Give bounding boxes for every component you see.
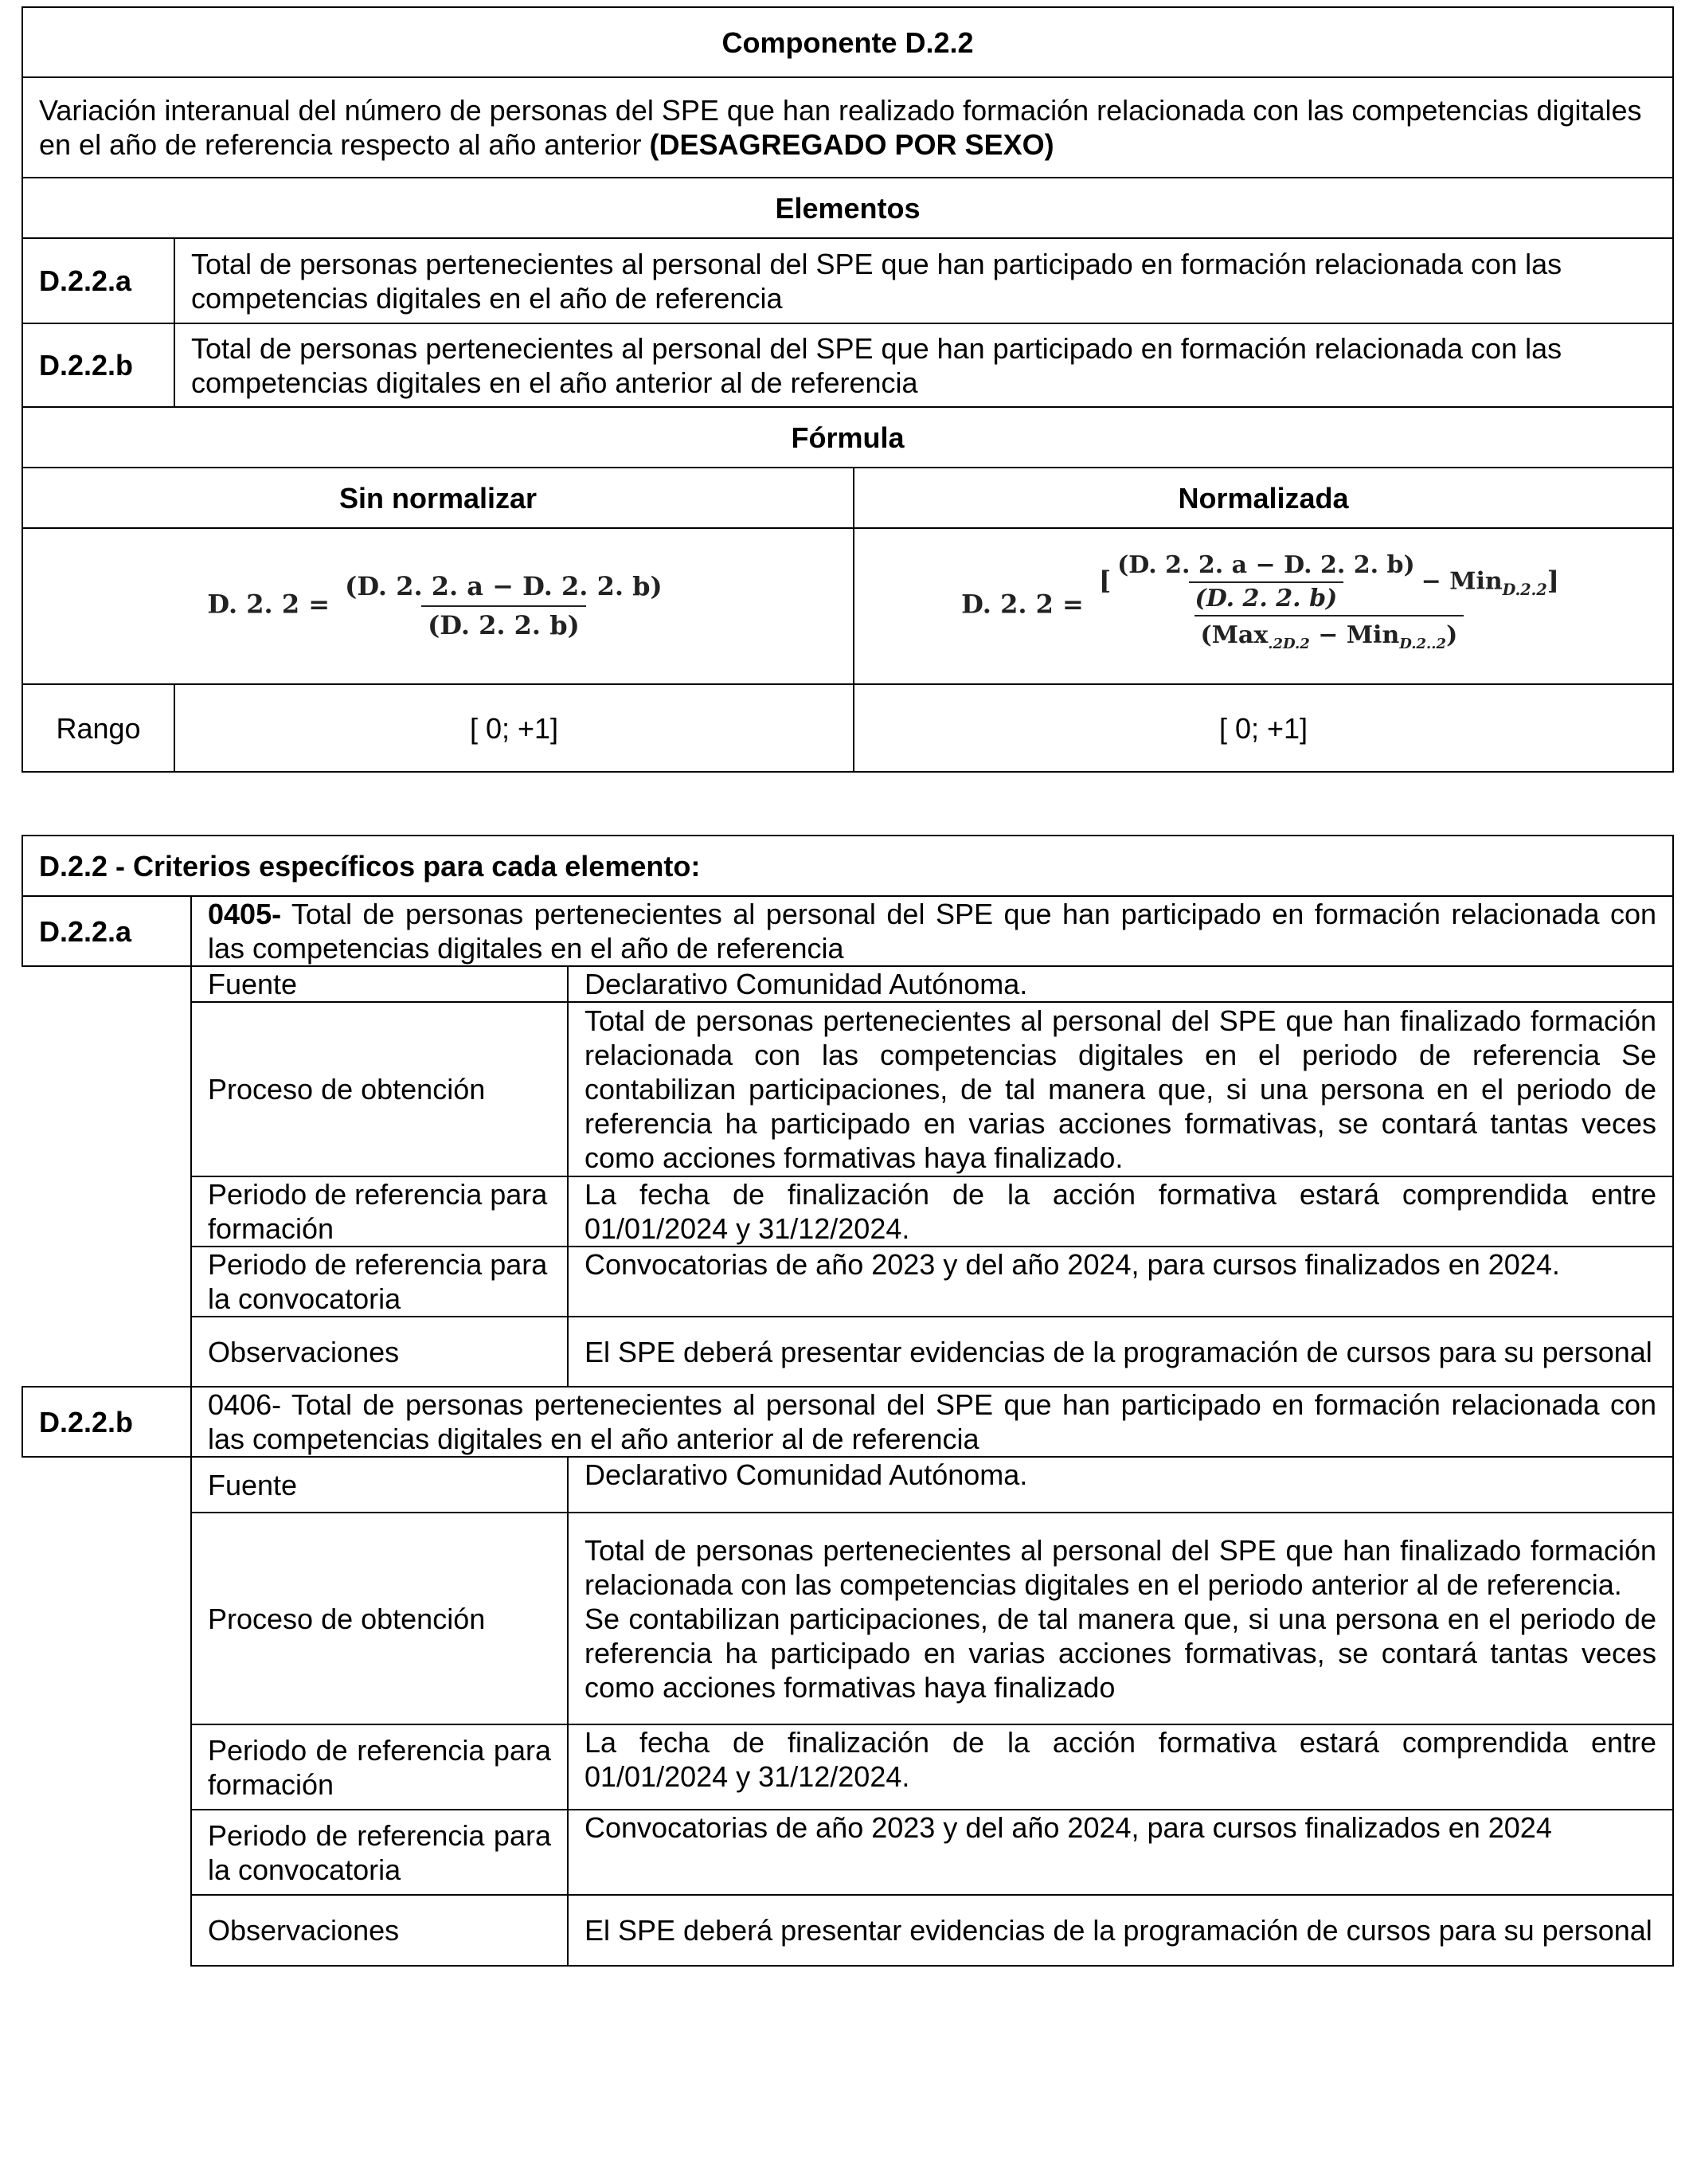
criteria-num-a: 0405- <box>208 898 282 930</box>
formula-sin-normalizar <box>22 528 854 684</box>
formula-min: − Min <box>1318 621 1400 649</box>
criteria-header: D.2.2 - Criterios específicos para cada elemento: <box>22 836 1673 896</box>
spacer <box>22 1457 191 1513</box>
row-label: Periodo de referencia para la convocatoria <box>191 1247 568 1317</box>
criteria-code-b: D.2.2.b <box>22 1387 191 1457</box>
formula-lhs: D. 2. 2 = <box>961 589 1084 620</box>
formula-numerator: (D. 2. 2. a − D. 2. 2. b) <box>345 571 663 601</box>
row-value: La fecha de finalización de la acción formativa estará comprendida entre 01/01/2024 y 31/12/2024. <box>568 1176 1673 1247</box>
range-norm: [ 0; +1] <box>854 684 1673 772</box>
row-label: Periodo de referencia para formación <box>191 1176 568 1247</box>
criteria-table <box>22 835 1674 1967</box>
element-text: Total de personas pertenecientes al personal del SPE que han participado en formación relacionada con las competencias digitales en el año de referencia <box>174 238 1673 323</box>
row-label: Periodo de referencia para formación <box>191 1724 568 1810</box>
criteria-title-b: 0406- Total de personas pertenecientes al personal del SPE que han participado en formación relacionada con las competencias digitales en el año anterior al de referencia <box>191 1387 1673 1457</box>
formula-fraction <box>338 569 668 643</box>
formula-lhs: D. 2. 2 = <box>207 589 330 620</box>
spacer <box>22 966 191 1002</box>
formula-min-sub: D.2.2 <box>1502 580 1547 599</box>
row-value: Total de personas pertenecientes al personal del SPE que han finalizado formación relacionada con las competencias digitales en el periodo de referencia Se contabilizan participaciones, de tal manera que, si una persona en el periodo de referencia ha participado en varias acciones formativas, se contará tantas veces como acciones formativas haya finalizado. <box>568 1002 1673 1176</box>
range-label: Rango <box>22 684 174 772</box>
spacer <box>22 1724 191 1810</box>
formula-outer-denominator <box>1194 615 1464 661</box>
formula-header: Fórmula <box>22 407 1673 468</box>
row-label: Fuente <box>191 1457 568 1513</box>
spacer <box>22 1513 191 1724</box>
row-label: Proceso de obtención <box>191 1002 568 1176</box>
element-code: D.2.2.b <box>22 323 174 407</box>
row-value: La fecha de finalización de la acción formativa estará comprendida entre 01/01/2024 y 31/12/2024. <box>568 1724 1673 1810</box>
row-label: Observaciones <box>191 1317 568 1387</box>
col-sin-normalizar: Sin normalizar <box>22 468 854 528</box>
component-title: Componente D.2.2 <box>22 7 1673 77</box>
spacer <box>22 1247 191 1317</box>
col-normalizada: Normalizada <box>854 468 1673 528</box>
formula-min-term: − Min <box>1421 567 1503 596</box>
row-label: Observaciones <box>191 1895 568 1966</box>
criteria-title-a <box>191 896 1673 966</box>
row-value: El SPE deberá presentar evidencias de la programación de cursos para su personal <box>568 1317 1673 1387</box>
formula-inner-numerator: (D. 2. 2. a − D. 2. 2. b) <box>1117 551 1415 579</box>
formula-min-sub: D.2..2 <box>1399 636 1447 652</box>
element-code: D.2.2.a <box>22 238 174 323</box>
formula-outer-numerator: [ $\frac{(D. 2. 2. a - D. 2. 2. b)}{(D. 2. 2. b)}$ − Min$_{D.2.2}$] <box>1098 551 1559 613</box>
row-value: Declarativo Comunidad Autónoma. <box>568 1457 1673 1513</box>
row-value: Convocatorias de año 2023 y del año 2024, para cursos finalizados en 2024 <box>568 1810 1673 1895</box>
row-value: Convocatorias de año 2023 y del año 2024, para cursos finalizados en 2024. <box>568 1247 1673 1317</box>
spacer <box>22 1002 191 1176</box>
formula-max-sub: .2D.2 <box>1268 636 1310 652</box>
row-value: El SPE deberá presentar evidencias de la programación de cursos para su personal <box>568 1895 1673 1966</box>
spacer <box>22 1895 191 1966</box>
row-label: Proceso de obtención <box>191 1513 568 1724</box>
description-bold: (DESAGREGADO POR SEXO) <box>649 128 1054 161</box>
spacer <box>22 1810 191 1895</box>
row-value: Declarativo Comunidad Autónoma. <box>568 966 1673 1002</box>
formula-inner-denominator: (D. 2. 2. b) <box>1189 581 1344 613</box>
row-value-part2: Se contabilizan participaciones, de tal manera que, si una persona en el periodo de referencia ha participado en varias acciones formativas, se contará tantas veces como acciones formativas haya finalizado <box>585 1602 1657 1704</box>
component-description <box>22 77 1673 178</box>
formula-normalizada <box>854 528 1673 684</box>
formula-close: ) <box>1446 621 1458 649</box>
row-value-part1: Total de personas pertenecientes al personal del SPE que han finalizado formación relacionada con las competencias digitales en el periodo anterior al de referencia. <box>585 1533 1657 1601</box>
description-text: Variación interanual del número de personas del SPE que han realizado formación relacionada con las competencias digitales en el año de referencia respecto al año anterior <box>39 94 1642 161</box>
row-label: Fuente <box>191 966 568 1002</box>
formula-inner-fraction <box>1111 551 1421 613</box>
criteria-title-text-a: Total de personas pertenecientes al personal del SPE que han participado en formación relacionada con las competencias digitales en el año de referencia <box>208 898 1657 965</box>
criteria-code-a: D.2.2.a <box>22 896 191 966</box>
element-text: Total de personas pertenecientes al personal del SPE que han participado en formación relacionada con las competencias digitales en el año anterior al de referencia <box>174 323 1673 407</box>
range-sin: [ 0; +1] <box>174 684 854 772</box>
formula-max: (Max <box>1200 621 1269 649</box>
spacer <box>22 1317 191 1387</box>
component-table <box>22 6 1674 773</box>
row-value <box>568 1513 1673 1724</box>
elements-header: Elementos <box>22 178 1673 238</box>
row-label: Periodo de referencia para la convocatoria <box>191 1810 568 1895</box>
formula-denominator: (D. 2. 2. b) <box>421 605 586 643</box>
spacer <box>22 1176 191 1247</box>
formula-outer-fraction <box>1093 551 1566 661</box>
